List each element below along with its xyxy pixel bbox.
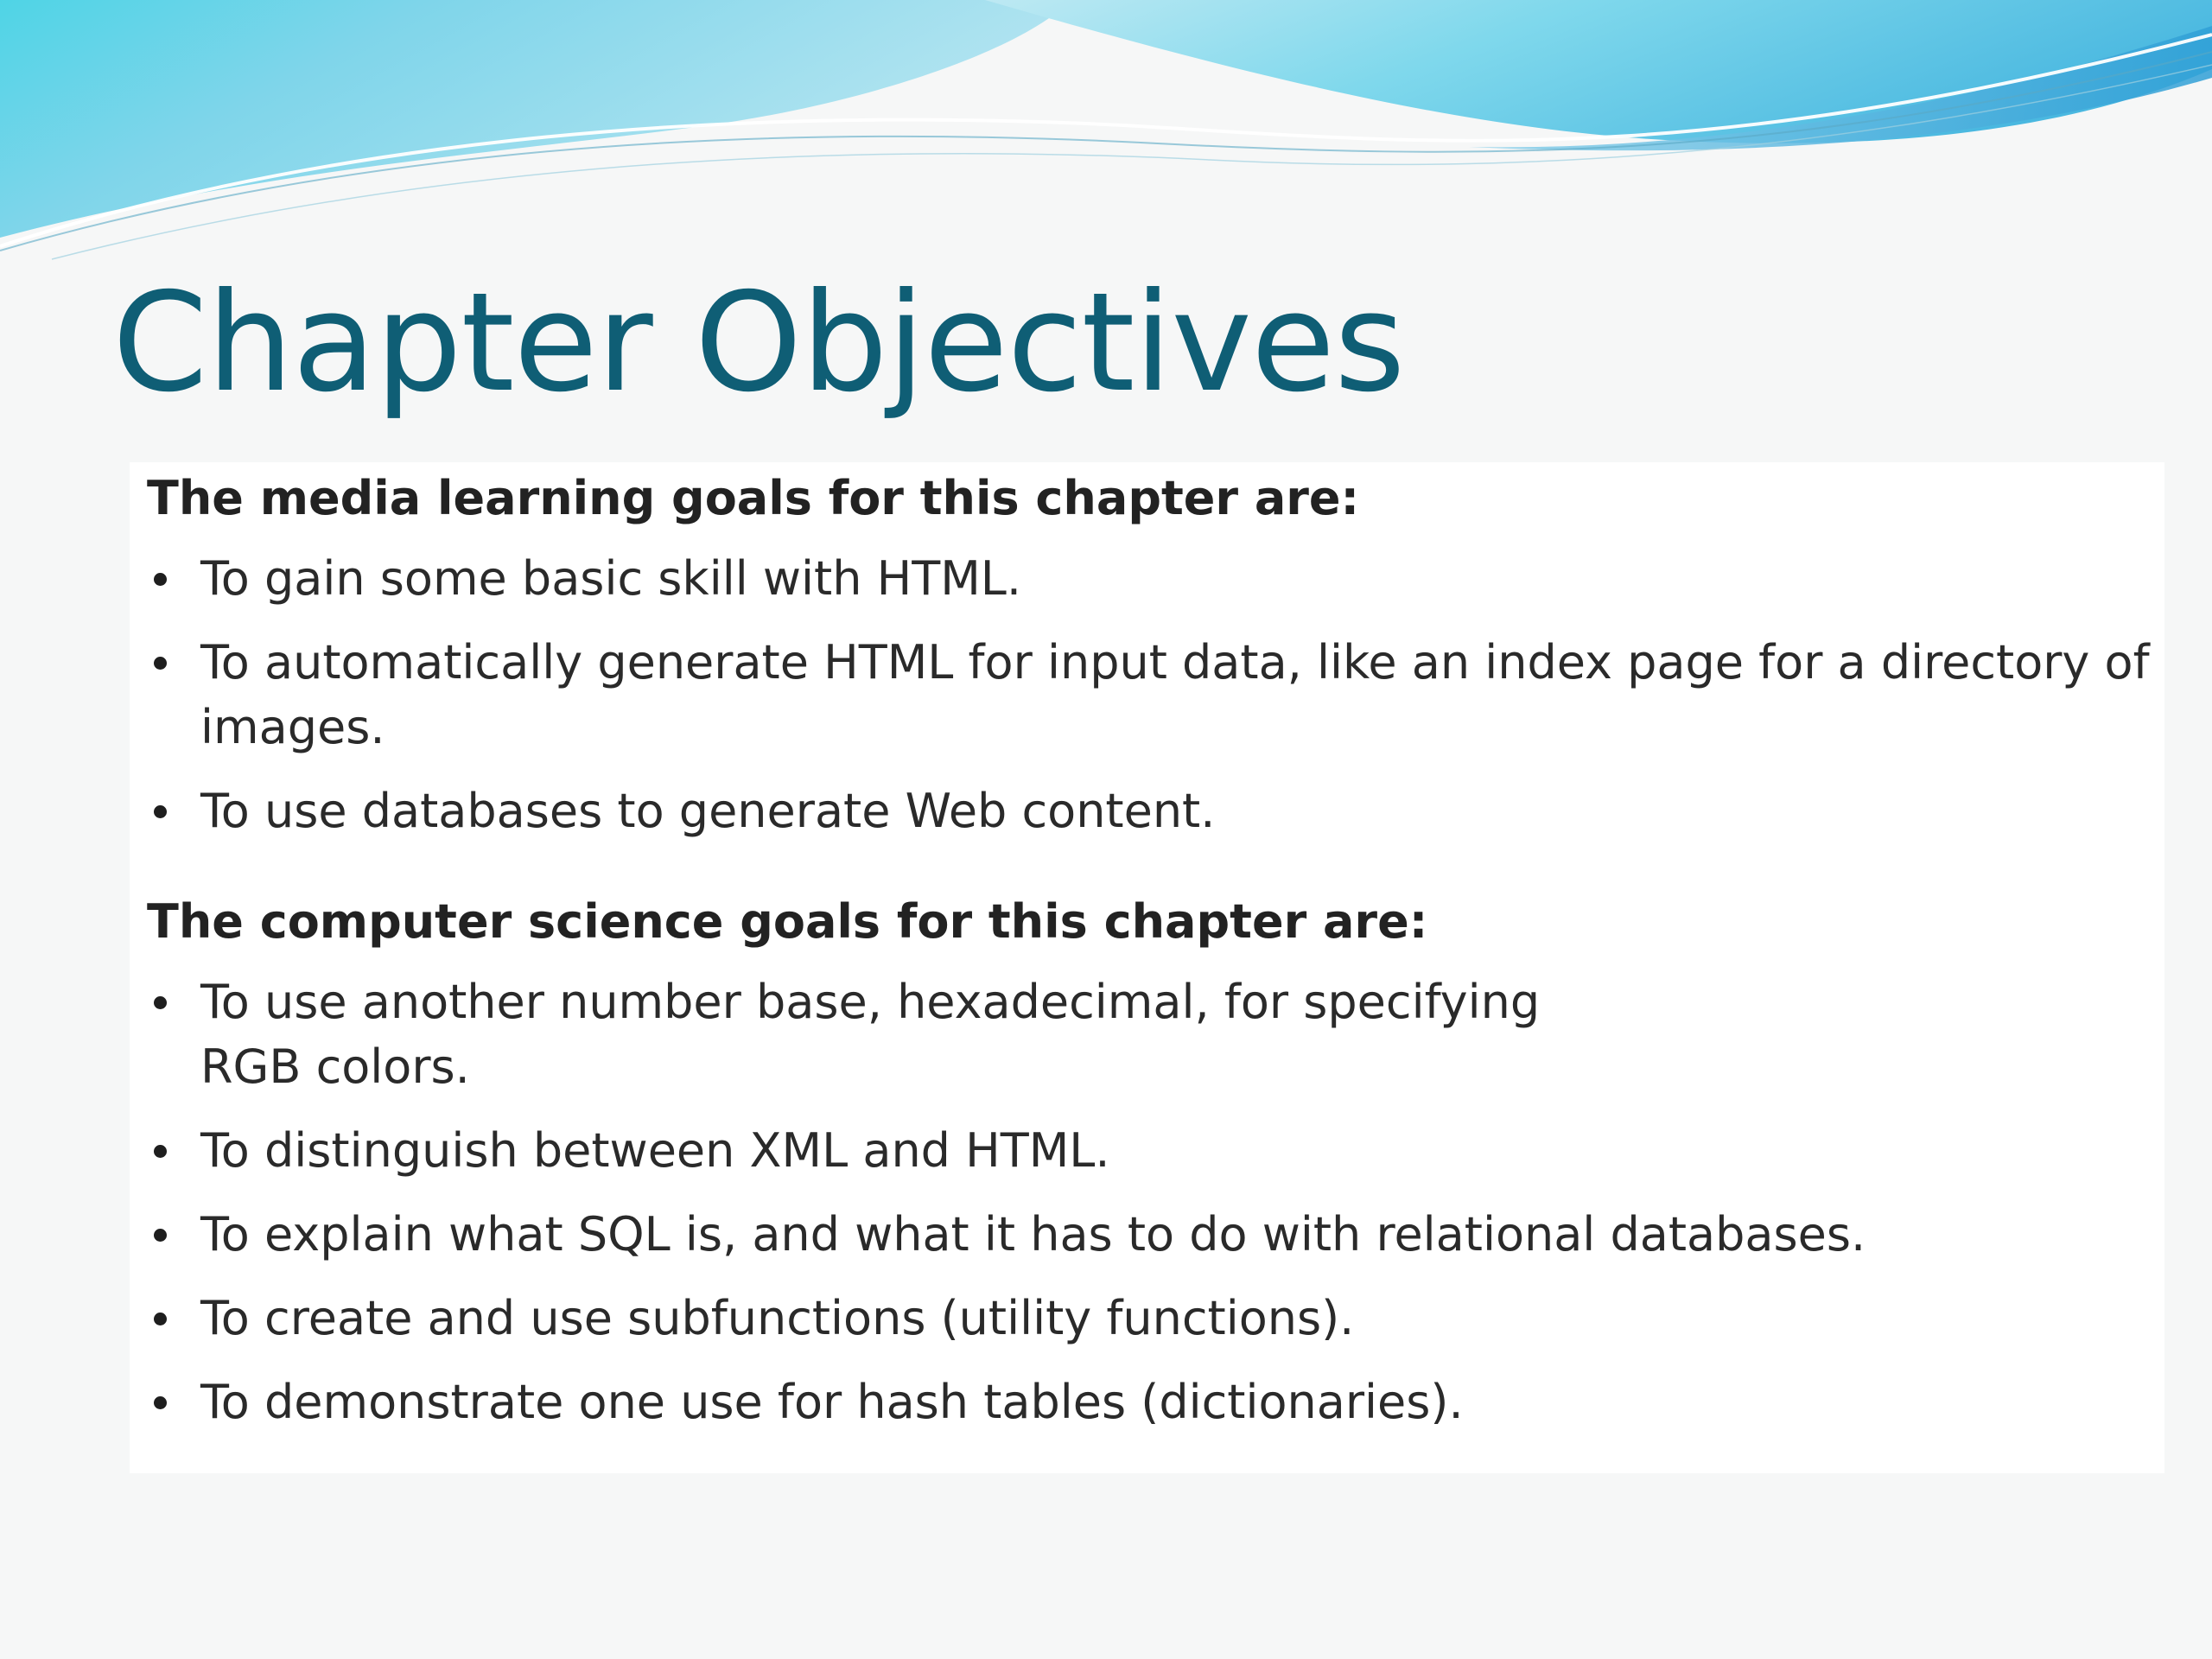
goal-text: To use databases to generate Web content.: [200, 783, 1216, 838]
bullet-icon: [154, 1229, 167, 1242]
media-goals-heading: The media learning goals for this chapter are:: [147, 471, 1360, 525]
cs-goals-list: [147, 969, 2152, 1434]
media-goals-section: [147, 471, 2152, 862]
bullet-icon: [154, 657, 167, 670]
list-item: [147, 1286, 2152, 1351]
list-item: [147, 969, 2152, 1099]
header-wave-decoration: [0, 0, 2212, 276]
list-item: [147, 779, 2152, 843]
cs-goals-heading: The computer science goals for this chapter are:: [147, 894, 1428, 949]
goal-text: To automatically generate HTML for input data, like an index page for a directory of images.: [200, 634, 2150, 754]
goal-text: To gain some basic skill with HTML.: [200, 550, 1022, 606]
slide-title: Chapter Objectives: [112, 264, 1405, 423]
goal-text: To create and use subfunctions (utility functions).: [200, 1290, 1355, 1345]
bullet-icon: [154, 996, 167, 1009]
bullet-icon: [154, 1396, 167, 1409]
cs-goals-section: [147, 894, 2152, 1453]
list-item: [147, 1118, 2152, 1183]
goal-text: To use another number base, hexadecimal, for specifying RGB colors.: [200, 974, 1541, 1094]
bullet-icon: [154, 1145, 167, 1158]
list-item: [147, 1202, 2152, 1267]
media-goals-list: [147, 546, 2152, 843]
goal-text: To distinguish between XML and HTML.: [200, 1122, 1110, 1178]
list-item: [147, 630, 2152, 760]
bullet-icon: [154, 805, 167, 818]
goal-text: To explain what SQL is, and what it has to do with relational databases.: [200, 1206, 1866, 1262]
objectives-panel: [130, 462, 2164, 1473]
list-item: [147, 1370, 2152, 1434]
goal-text: To demonstrate one use for hash tables (dictionaries).: [200, 1374, 1464, 1429]
bullet-icon: [154, 573, 167, 586]
list-item: [147, 546, 2152, 611]
bullet-icon: [154, 1313, 167, 1325]
